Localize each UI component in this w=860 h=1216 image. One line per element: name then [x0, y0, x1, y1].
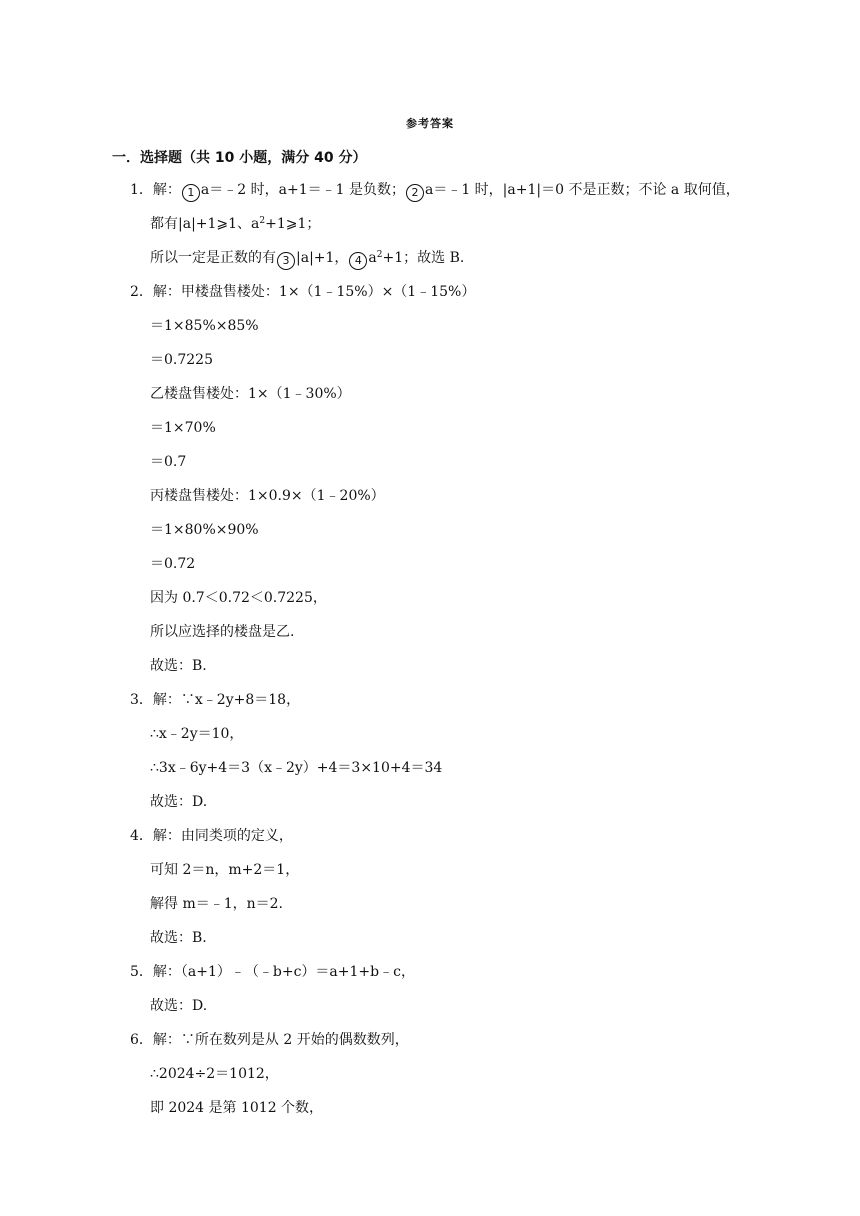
- q4-line: 4．解：由同类项的定义，: [130, 828, 293, 844]
- q4-line: 可知 2＝n，m+2＝1，: [150, 862, 300, 878]
- q2-line: 故选：B.: [150, 658, 207, 674]
- q6-line: 6．解：∵所在数列是从 2 开始的偶数数列，: [130, 1032, 409, 1048]
- q1-text: |a|+1，: [296, 250, 349, 266]
- section-heading: 一．选择题（共 10 小题，满分 40 分）: [112, 150, 367, 166]
- q1-text: a: [368, 250, 377, 266]
- q2-line: ＝1×80%×90%: [150, 522, 259, 538]
- q2-line: ＝1×85%×85%: [150, 318, 259, 334]
- q2-line: 乙楼盘售楼处：1×（1﹣30%）: [150, 386, 351, 402]
- q2-line: ＝0.72: [150, 556, 196, 572]
- q3-line: ∴3x﹣6y+4＝3（x﹣2y）+4＝3×10+4＝34: [150, 760, 443, 776]
- q1-line-3: [150, 249, 464, 270]
- circled-number-1: 1: [182, 184, 200, 202]
- page-title: 参考答案: [406, 117, 454, 130]
- q6-line: ∴2024÷2＝1012，: [150, 1066, 279, 1082]
- q1-text: +1；故选 B.: [382, 250, 465, 266]
- q1-text: a＝﹣1 时，|a+1|＝0 不是正数；不论 a 取何值，: [424, 182, 740, 198]
- superscript: 2: [259, 216, 266, 226]
- q3-line: 故选：D.: [150, 794, 208, 810]
- q2-line: ＝0.7225: [150, 352, 213, 368]
- circled-number-3: 3: [277, 252, 295, 270]
- q2-line: ＝0.7: [150, 454, 187, 470]
- q3-line: 3．解：∵x﹣2y+8＝18，: [130, 692, 301, 708]
- q1-text: 1．解：: [130, 182, 181, 198]
- q1-line-2: [150, 215, 320, 233]
- q2-line: 所以应选择的楼盘是乙.: [150, 624, 295, 640]
- q1-text: +1⩾1；: [265, 216, 321, 232]
- q6-line: 即 2024 是第 1012 个数，: [150, 1100, 324, 1116]
- q3-line: ∴x﹣2y＝10，: [150, 726, 244, 742]
- q4-line: 解得 m＝﹣1，n＝2.: [150, 896, 284, 912]
- q2-line: 2．解：甲楼盘售楼处：1×（1﹣15%）×（1﹣15%）: [130, 284, 476, 300]
- superscript: 2: [376, 250, 383, 260]
- q5-line: 5．解：（a+1）﹣（﹣b+c）＝a+1+b﹣c，: [130, 964, 415, 980]
- q1-text: a＝﹣2 时，a+1＝﹣1 是负数；: [200, 182, 405, 198]
- circled-number-2: 2: [406, 184, 424, 202]
- circled-number-4: 4: [349, 252, 367, 270]
- q1-line-1: [130, 181, 740, 202]
- q2-line: 因为 0.7＜0.72＜0.7225，: [150, 590, 327, 606]
- q2-line: 丙楼盘售楼处：1×0.9×（1﹣20%）: [150, 488, 385, 504]
- q2-line: ＝1×70%: [150, 420, 216, 436]
- q4-line: 故选：B.: [150, 930, 207, 946]
- q5-line: 故选：D.: [150, 998, 208, 1014]
- q1-text: 都有|a|+1⩾1、a: [150, 216, 260, 232]
- q1-text: 所以一定是正数的有: [150, 250, 276, 266]
